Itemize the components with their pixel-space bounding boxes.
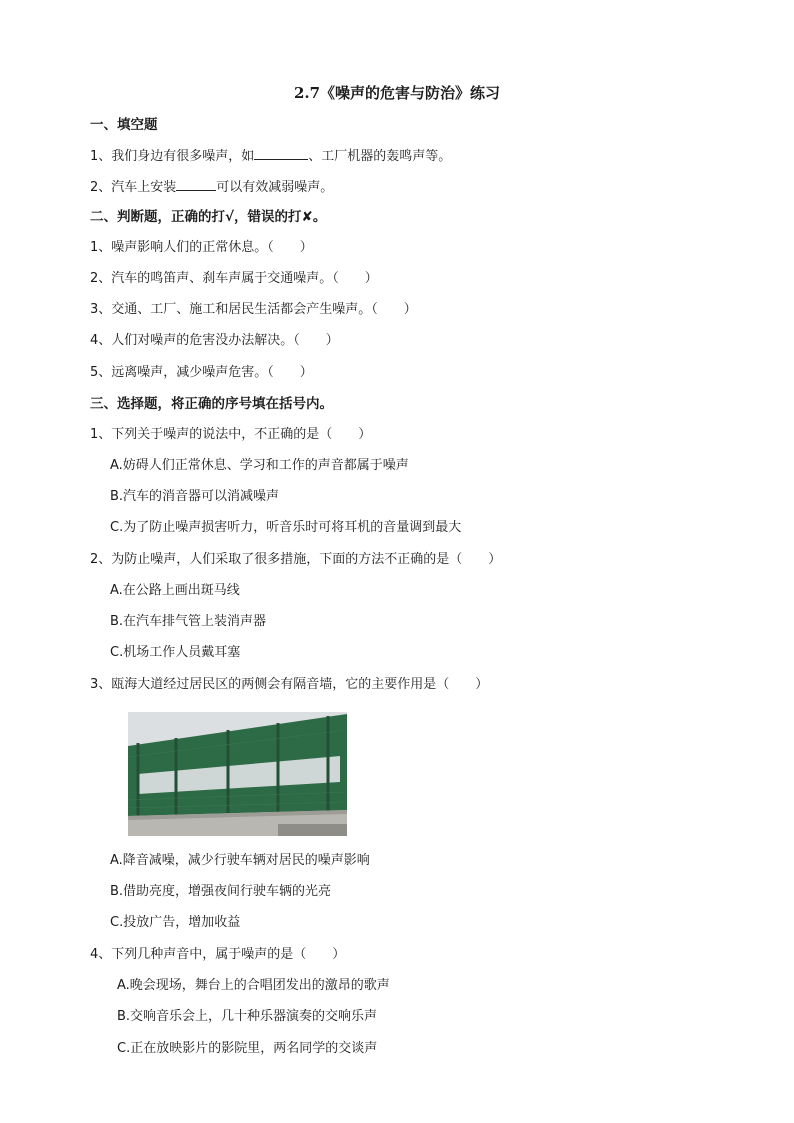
answer-blank[interactable] [254, 146, 308, 160]
sound-barrier-photo [128, 712, 347, 836]
section-heading-multiple-choice: 三、选择题，将正确的序号填在括号内。 [90, 396, 333, 412]
choice-option: B.交响音乐会上，几十种乐器演奏的交响乐声 [117, 1009, 378, 1024]
choice-question-2-stem: 2、为防止噪声，人们采取了很多措施，下面的方法不正确的是（ ） [90, 552, 502, 567]
answer-blank[interactable] [176, 177, 216, 191]
true-false-item: 1、噪声影响人们的正常休息。（ ） [90, 240, 313, 255]
choice-option: A.降音减噪，减少行驶车辆对居民的噪声影响 [110, 853, 370, 868]
choice-option: B.汽车的消音器可以消减噪声 [110, 489, 280, 504]
true-false-item: 5、远离噪声，减少噪声危害。（ ） [90, 365, 313, 380]
choice-question-4-stem: 4、下列几种声音中，属于噪声的是（ ） [90, 947, 346, 962]
fill-blank-question-2 [90, 177, 333, 197]
choice-option: C.为了防止噪声损害听力，听音乐时可将耳机的音量调到最大 [110, 520, 462, 535]
choice-option: A.在公路上画出斑马线 [110, 583, 240, 598]
choice-option: A.晚会现场，舞台上的合唱团发出的激昂的歌声 [117, 978, 390, 993]
choice-option: C.投放广告，增加收益 [110, 915, 241, 930]
true-false-item: 4、人们对噪声的危害没办法解决。（ ） [90, 333, 339, 348]
true-false-item: 2、汽车的鸣笛声、刹车声属于交通噪声。（ ） [90, 271, 378, 286]
question-text: 可以有效减弱噪声。 [216, 180, 334, 195]
choice-option: A.妨碍人们正常休息、学习和工作的声音都属于噪声 [110, 458, 409, 473]
question-text: 、工厂机器的轰鸣声等。 [308, 149, 452, 164]
choice-question-1-stem: 1、下列关于噪声的说法中，不正确的是（ ） [90, 427, 372, 442]
choice-option: C.机场工作人员戴耳塞 [110, 645, 241, 660]
choice-option: C.正在放映影片的影院里，两名同学的交谈声 [117, 1041, 378, 1056]
true-false-item: 3、交通、工厂、施工和居民生活都会产生噪声。（ ） [90, 302, 417, 317]
section-heading-fill-blank: 一、填空题 [90, 117, 158, 133]
section-heading-true-false: 二、判断题，正确的打√，错误的打✘。 [90, 209, 327, 225]
choice-question-3-stem: 3、瓯海大道经过居民区的两侧会有隔音墙，它的主要作用是（ ） [90, 677, 489, 692]
choice-option: B.借助亮度，增强夜间行驶车辆的光亮 [110, 884, 332, 899]
fill-blank-question-1 [90, 146, 451, 166]
question-text: 2、汽车上安装 [90, 180, 177, 195]
question-text: 1、我们身边有很多噪声，如 [90, 149, 255, 164]
page-title: 2.7《噪声的危害与防治》练习 [293, 84, 501, 102]
choice-option: B.在汽车排气管上装消声器 [110, 614, 267, 629]
